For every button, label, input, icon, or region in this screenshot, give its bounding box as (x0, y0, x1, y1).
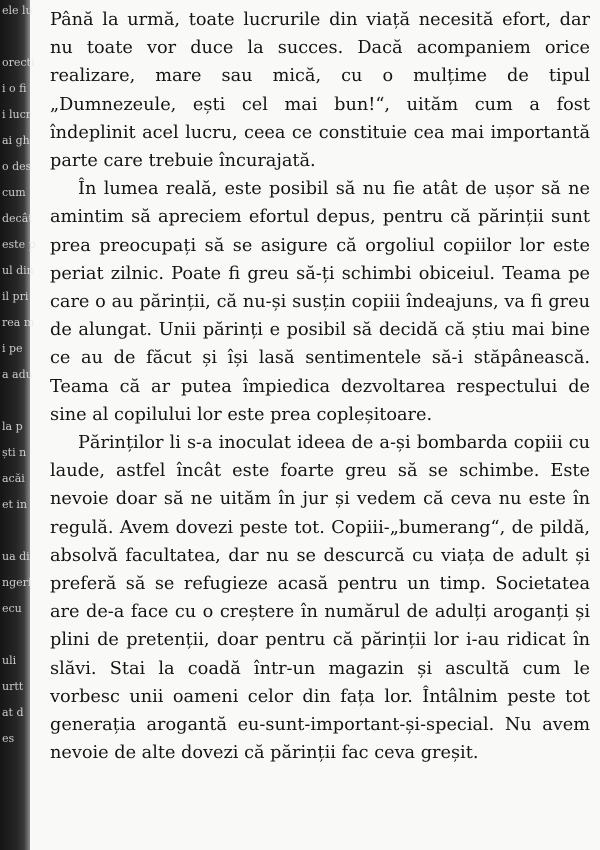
spine-fragment: ngeri (2, 576, 32, 589)
spine-fragment: ele lu (2, 4, 33, 17)
spine-fragment: ști n (2, 446, 27, 459)
spine-fragment: es (2, 732, 15, 745)
spine-fragment: acăi (2, 472, 25, 485)
body-text (50, 6, 590, 767)
spine-fragment: i o fi (2, 82, 27, 95)
paragraph-3: Părinților li s-a inoculat ideea de a-și bombarda copiii cu laude, astfel încât este foarte greu să se schimbe. Este nevoie doar să ne uităm în jur și vedem că ceva nu este în regulă. Avem dovezi peste tot. Copiii-„bumerang“, de pildă, absolvă facultatea, dar nu se descurcă cu viața de adult și preferă să se refugieze acasă pentru un timp. Societatea are de-a face cu o creștere în numărul de adulți aroganți și plini de pretenții, doar pentru că părinții lor i-au ridicat în slăvi. Stai la coadă într-un magazin și ascultă cum le vorbesc unii oameni celor din fața lor. Întâlnim peste tot generația arogantă eu-sunt-important-și-special. Nu avem nevoie de alte dovezi că părinții fac ceva greșit. (50, 433, 590, 764)
spine-fragment: at d (2, 706, 24, 719)
paragraph-2: În lumea reală, este posibil să nu fie atât de ușor să ne amintim să apreciem efortul depus, pentru că părinții sunt prea preocupați să se asigure că orgoliul copiilor lor este periat zilnic. Poate fi greu să-ți schimbi obiceiul. Teama pe care o au părinții, că nu-și susțin copiii îndeajuns, va fi greu de alungat. Unii părinți e posibil să decidă că știu mai bine ce au de făcut și își lasă sentimentele să-i stăpânească. Teama că ar putea împiedica dezvoltarea respectului de sine al copilului lor este prea copleșitoare. (50, 179, 590, 425)
spine-fragment: uli (2, 654, 17, 667)
spine-fragment (2, 388, 42, 414)
spine-fragment: la p (2, 420, 23, 433)
spine-fragment (2, 24, 42, 50)
spine-fragment: este p (2, 238, 36, 251)
spine-fragment: ecu (2, 602, 22, 615)
spine-fragment: o des (2, 160, 32, 173)
spine-fragment: orecti (2, 56, 35, 69)
spine-fragment: i pe (2, 342, 23, 355)
spine-fragment: ai gh (2, 134, 30, 147)
spine-fragment: ua di (2, 550, 30, 563)
spine-fragment: et in (2, 498, 28, 511)
spine-fragment: decât (2, 212, 33, 225)
spine-fragment (2, 518, 42, 544)
spine-fragment: ul din (2, 264, 34, 277)
spine-fragment: urtt (2, 680, 24, 693)
spine-fragment: a adu (2, 368, 33, 381)
spine-fragment: il pri (2, 290, 29, 303)
spine-fragment: i lucr (2, 108, 32, 121)
paragraph-1: Până la urmă, toate lucrurile din viață necesită efort, dar nu toate vor duce la succes. Dacă acompaniem orice realizare, mare sau mică, cu o mulțime de tipul „Dumnezeule, ești cel mai bun!“, uităm cum a fost îndeplinit acel lucru, ceea ce constituie cea mai importantă parte care trebuie încurajată. (50, 10, 590, 172)
spine-fragment: cum (2, 186, 26, 199)
previous-page-edge (0, 0, 36, 850)
previous-page-text-fragments (2, 0, 42, 752)
spine-fragment: rea m (2, 316, 35, 329)
spine-fragment (2, 622, 42, 648)
